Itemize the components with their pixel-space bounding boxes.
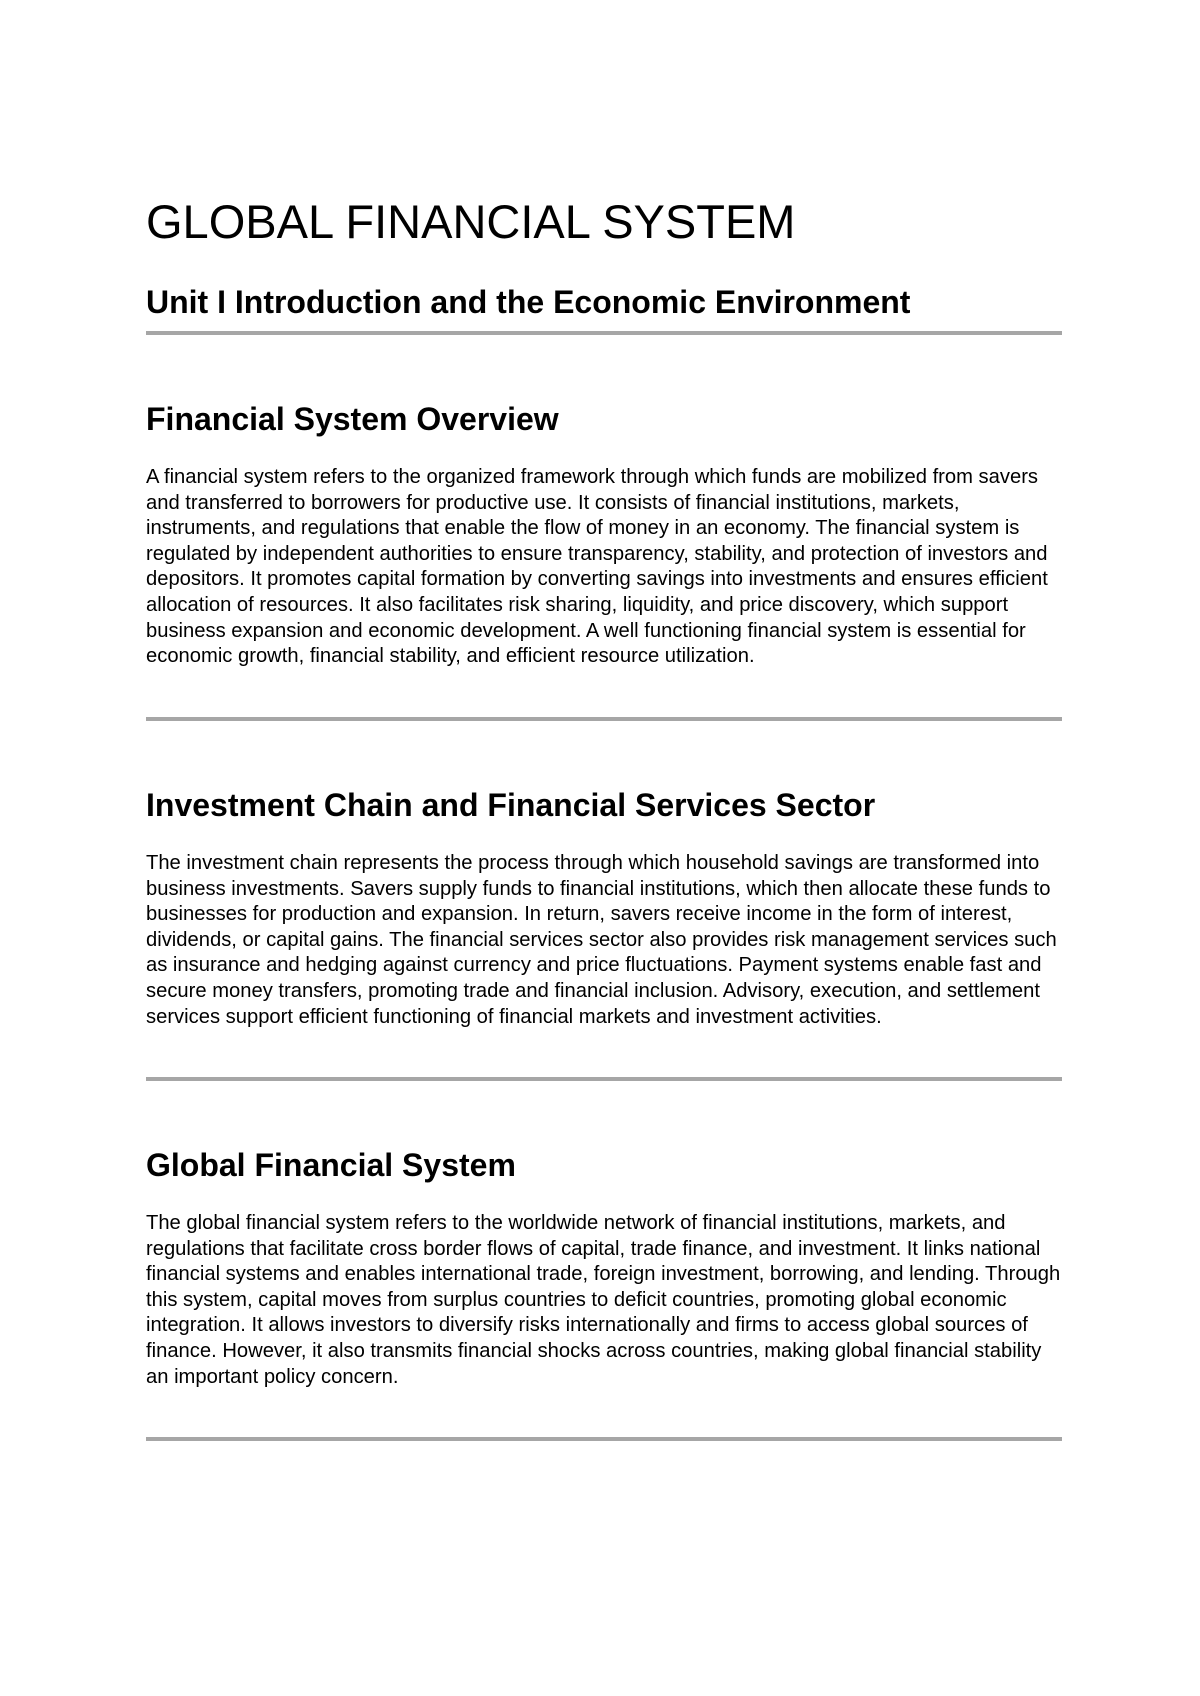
section-divider-3	[146, 1437, 1062, 1441]
section-body-global-financial-system: The global financial system refers to the worldwide network of financial institutions, markets, and regulations that facilitate cross border flows of capital, trade finance, and investment. It links national financial systems and enables international trade, foreign investment, borrowing, and lending. Through this system, capital moves from surplus countries to deficit countries, promoting global economic integration. It allows investors to diversify risks internationally and firms to access global sources of finance. However, it also transmits financial shocks across countries, making global financial stability an important policy concern.	[146, 1212, 1061, 1388]
section-body-financial-system-overview: A financial system refers to the organized framework through which funds are mobilized from savers and transferred to borrowers for productive use. It consists of financial institutions, markets, instruments, and regulations that enable the flow of money in an economy. The financial system is regulated by independent authorities to ensure transparency, stability, and protection of investors and depositors. It promotes capital formation by converting savings into investments and ensures efficient allocation of resources. It also facilitates risk sharing, liquidity, and price discovery, which support business expansion and economic development. A well functioning financial system is essential for economic growth, financial stability, and efficient resource utilization.	[146, 466, 1048, 668]
section-divider-1	[146, 717, 1062, 721]
section-body-investment-chain: The investment chain represents the process through which household savings are transformed into business investments. Savers supply funds to financial institutions, which then allocate these funds to businesses for production and expansion. In return, savers receive income in the form of interest, dividends, or capital gains. The financial services sector also provides risk management services such as insurance and hedging against currency and price fluctuations. Payment systems enable fast and secure money transfers, promoting trade and financial inclusion. Advisory, execution, and settlement services support efficient functioning of financial markets and investment activities.	[146, 852, 1057, 1028]
document-title: GLOBAL FINANCIAL SYSTEM	[146, 195, 796, 248]
section-heading-global-financial-system: Global Financial System	[146, 1147, 516, 1183]
section-heading-investment-chain: Investment Chain and Financial Services Sector	[146, 787, 876, 823]
unit-heading: Unit I Introduction and the Economic Environment	[146, 284, 911, 320]
section-divider-2	[146, 1077, 1062, 1081]
section-heading-financial-system-overview: Financial System Overview	[146, 401, 559, 437]
unit-divider	[146, 331, 1062, 335]
